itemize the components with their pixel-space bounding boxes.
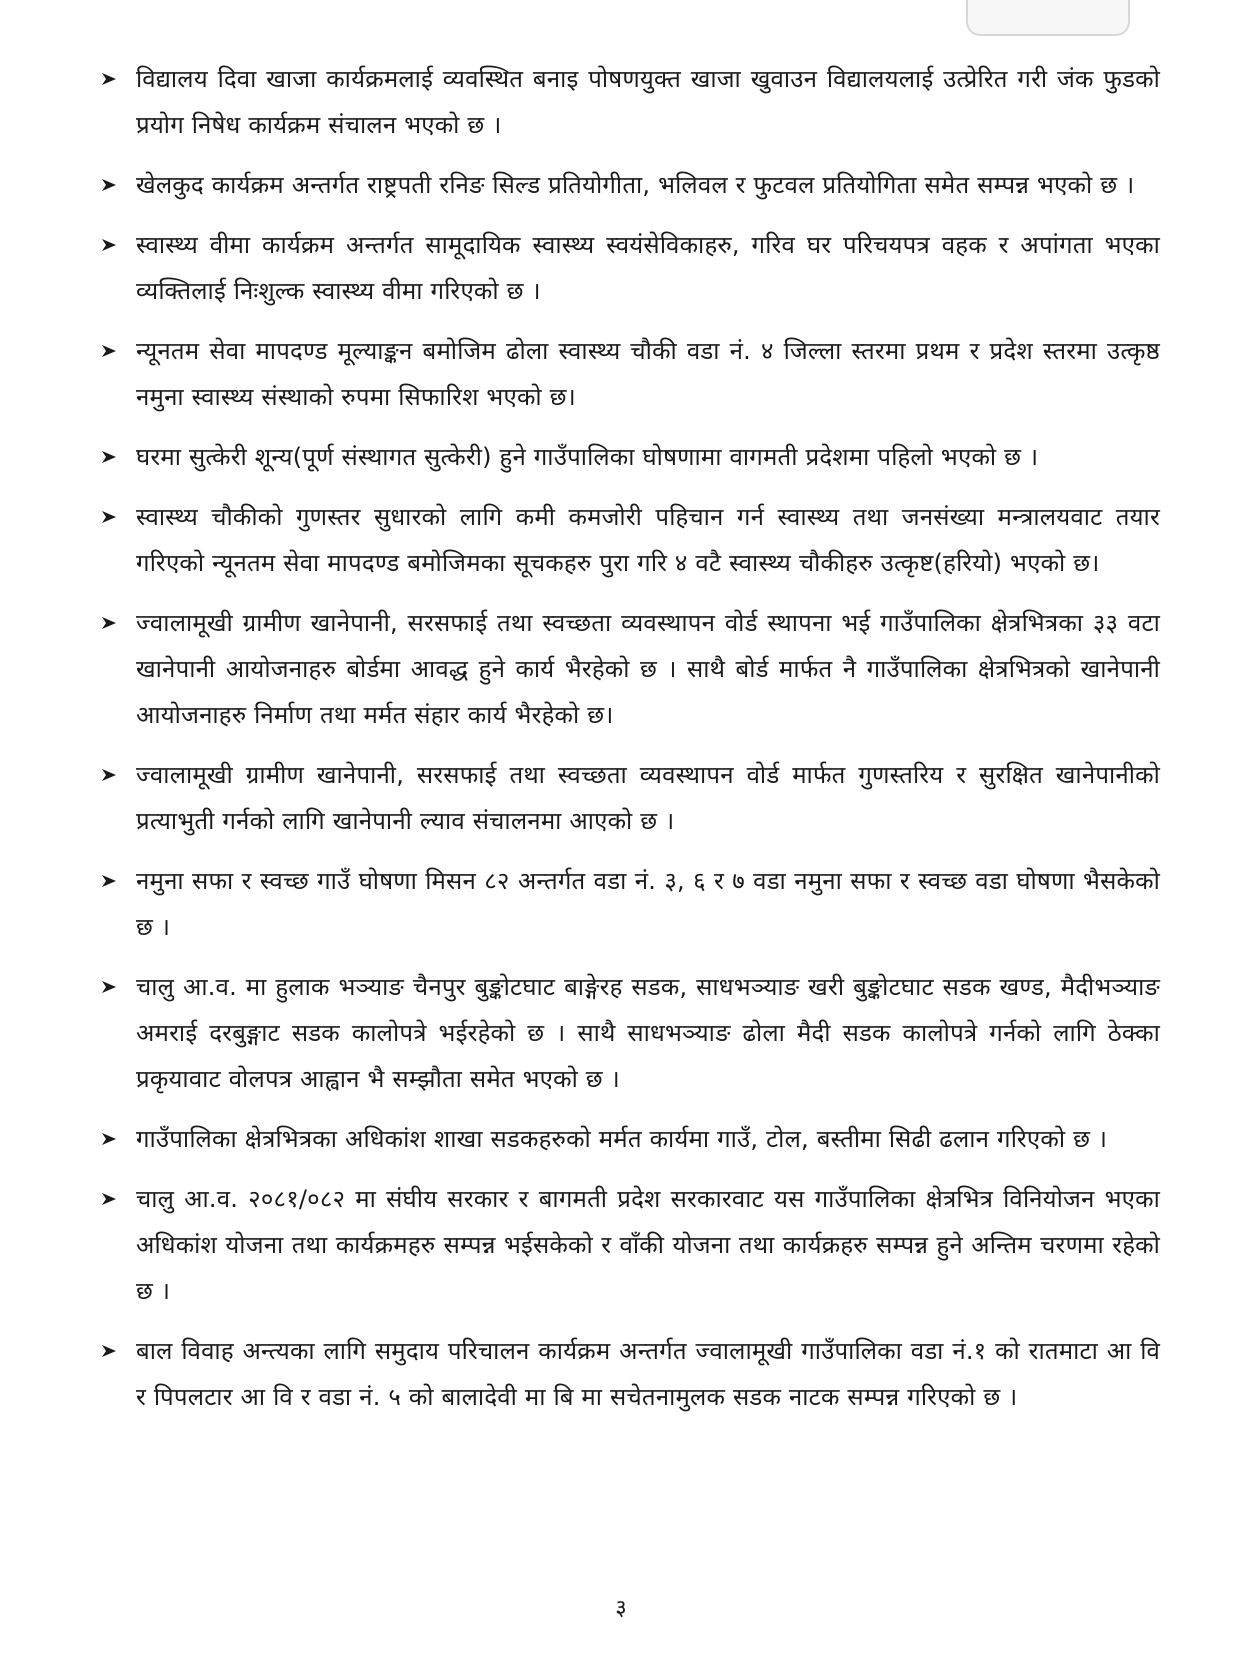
page-corner-tab [966, 0, 1130, 36]
list-item-text: न्यूनतम सेवा मापदण्ड मूल्याङ्कन बमोजिम ढोला स्वास्थ्य चौकी वडा नं. ४ जिल्ला स्तरमा प्रथम र प्रदेश स्तरमा उत्कृष्ठ नमुना स्वास्थ्य संस्थाको रुपमा सिफारिश भएको छ। [136, 337, 1160, 411]
list-item [100, 1176, 1160, 1314]
list-item [100, 328, 1160, 420]
list-item-text: खेलकुद कार्यक्रम अन्तर्गत राष्ट्रपती रनिङ सिल्ड प्रतियोगीता, भलिवल र फुटवल प्रतियोगिता समेत सम्पन्न भएको छ । [136, 171, 1135, 199]
arrowhead-bullet-icon [100, 1176, 124, 1222]
list-item [100, 434, 1160, 480]
list-item [100, 600, 1160, 738]
list-item [100, 858, 1160, 950]
list-item-text: नमुना सफा र स्वच्छ गाउँ घोषणा मिसन ८२ अन्तर्गत वडा नं. ३, ६ र ७ वडा नमुना सफा र स्वच्छ वडा घोषणा भैसकेको छ । [136, 867, 1160, 941]
list-item-text: ज्वालामूखी ग्रामीण खानेपानी, सरसफाई तथा स्वच्छता व्यवस्थापन वोर्ड स्थापना भई गाउँपालिका क्षेत्रभित्रका ३३ वटा खानेपानी आयोजनाहरु बोर्डमा आवद्ध हुने कार्य भैरहेको छ । साथै बोर्ड मार्फत नै गाउँपालिका क्षेत्रभित्रको खानेपानी आयोजनाहरु निर्माण तथा मर्मत संहार कार्य भैरहेको छ। [136, 609, 1160, 729]
arrowhead-bullet-icon [100, 600, 124, 646]
list-item [100, 56, 1160, 148]
list-item [100, 494, 1160, 586]
bullet-list [100, 56, 1160, 1434]
arrowhead-bullet-icon [100, 434, 124, 480]
arrowhead-bullet-icon [100, 1116, 124, 1162]
arrowhead-bullet-icon [100, 494, 124, 540]
list-item [100, 964, 1160, 1102]
arrowhead-bullet-icon [100, 222, 124, 268]
list-item [100, 222, 1160, 314]
page-number: ३ [615, 1596, 627, 1621]
list-item-text: स्वास्थ्य चौकीको गुणस्तर सुधारको लागि कमी कमजोरी पहिचान गर्न स्वास्थ्य तथा जनसंख्या मन्त्रालयवाट तयार गरिएको न्यूनतम सेवा मापदण्ड बमोजिमका सूचकहरु पुरा गरि ४ वटै स्वास्थ्य चौकीहरु उत्कृष्ट(हरियो) भएको छ। [136, 503, 1160, 577]
arrowhead-bullet-icon [100, 964, 124, 1010]
list-item [100, 1116, 1160, 1162]
list-item-text: चालु आ.व. मा हुलाक भञ्याङ चैनपुर बुङ्कोटघाट बाङ्गेरह सडक, साधभञ्याङ खरी बुङ्कोटघाट सडक खण्ड, मैदीभञ्याङ अमराई दरबुङ्गाट सडक कालोपत्रे भईरहेको छ । साथै साधभञ्याङ ढोला मैदी सडक कालोपत्रे गर्नको लागि ठेक्का प्रकृयावाट वोलपत्र आह्वान भै सम्झौता समेत भएको छ । [136, 973, 1160, 1093]
list-item-text: चालु आ.व. २०८१/०८२ मा संघीय सरकार र बागमती प्रदेश सरकारवाट यस गाउँपालिका क्षेत्रभित्र विनियोजन भएका अधिकांश योजना तथा कार्यक्रमहरु सम्पन्न भईसकेको र वाँकी योजना तथा कार्यक्रहरु सम्पन्न हुने अन्तिम चरणमा रहेको छ । [136, 1185, 1160, 1305]
list-item-text: गाउँपालिका क्षेत्रभित्रका अधिकांश शाखा सडकहरुको मर्मत कार्यमा गाउँ, टोल, बस्तीमा सिढी ढलान गरिएको छ । [136, 1125, 1108, 1153]
arrowhead-bullet-icon [100, 1328, 124, 1374]
list-item-text: स्वास्थ्य वीमा कार्यक्रम अन्तर्गत सामूदायिक स्वास्थ्य स्वयंसेविकाहरु, गरिव घर परिचयपत्र वहक र अपांगता भएका व्यक्तिलाई निःशुल्क स्वास्थ्य वीमा गरिएको छ । [136, 231, 1160, 305]
list-item [100, 1328, 1160, 1420]
list-item [100, 162, 1160, 208]
arrowhead-bullet-icon [100, 56, 124, 102]
list-item-text: घरमा सुत्केरी शून्य(पूर्ण संस्थागत सुत्केरी) हुने गाउँपालिका घोषणामा वागमती प्रदेशमा पहिलो भएको छ । [136, 443, 1039, 471]
arrowhead-bullet-icon [100, 328, 124, 374]
list-item [100, 752, 1160, 844]
arrowhead-bullet-icon [100, 858, 124, 904]
arrowhead-bullet-icon [100, 162, 124, 208]
arrowhead-bullet-icon [100, 752, 124, 798]
list-item-text: बाल विवाह अन्त्यका लागि समुदाय परिचालन कार्यक्रम अन्तर्गत ज्वालामूखी गाउँपालिका वडा नं.१ को रातमाटा आ वि र पिपलटार आ वि र वडा नं. ५ को बालादेवी मा बि मा सचेतनामुलक सडक नाटक सम्पन्न गरिएको छ । [136, 1337, 1160, 1411]
list-item-text: ज्वालामूखी ग्रामीण खानेपानी, सरसफाई तथा स्वच्छता व्यवस्थापन वोर्ड मार्फत गुणस्तरिय र सुरक्षित खानेपानीको प्रत्याभुती गर्नको लागि खानेपानी ल्याव संचालनमा आएको छ । [136, 761, 1160, 835]
list-item-text: विद्यालय दिवा खाजा कार्यक्रमलाई व्यवस्थित बनाइ पोषणयुक्त खाजा खुवाउन विद्यालयलाई उत्प्रेरित गरी जंक फुडको प्रयोग निषेध कार्यक्रम संचालन भएको छ । [136, 65, 1160, 139]
